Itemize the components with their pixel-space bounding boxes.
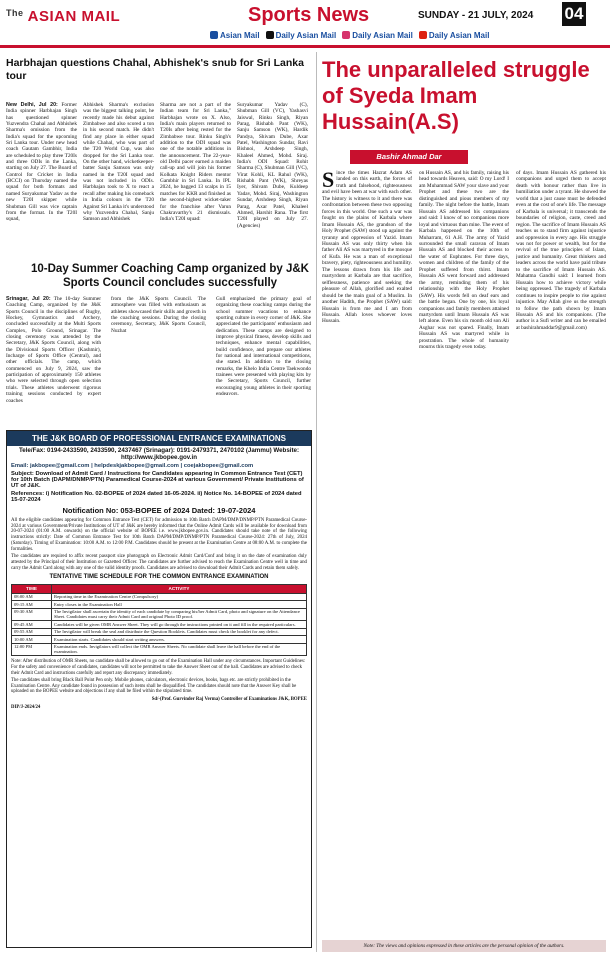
instagram-icon xyxy=(342,31,350,39)
notice-email[interactable]: Email: jakbopee@gmail.com | helpdeskjakbopee@gmail.com | coejakbopee@gmail.com xyxy=(11,463,254,469)
schedule-heading: TENTATIVE TIME SCHEDULE FOR THE COMMON ENTRANCE EXAMINATION xyxy=(49,574,269,581)
notice-footnote: The candidates shall bring Black Ball Point Pen only. Mobile phones, calculators, electronic devices, books, bags etc. are strictly prohibited in the Examination Centre. Any candidate found in possession of such items shall be disqualified. The candidates should note that the Answer Key shall be uploaded on the BOPEE website and objections if any shall be filed within the stipulated time. xyxy=(11,678,297,695)
table-row xyxy=(12,643,307,656)
facebook-icon xyxy=(210,31,218,39)
twitter-icon xyxy=(266,31,274,39)
schedule-header: TIME xyxy=(12,585,52,593)
table-row xyxy=(12,601,307,608)
main-story-column: of days. Imam Hussain AS gathered his companions and urged them to accept death with honour rather than live in humiliation under a tyrant. He showed the world that a just cause must be defended even at the cost of one's life. The message of Karbala is universal; it transcends the boundaries of religion, caste, creed and region. The sacrifice of Imam Hussain AS teaches us to stand firm against injustice and oppression in every age. His struggle was not for power or wealth, but for the revival of the true principles of Islam, justice and humanity. Great thinkers and leaders across the world have paid tribute to the sacrifice of Imam Hussain AS. Mahatma Gandhi said: I learned from Hussain how to achieve victory while being oppressed. The tragedy of Karbala continues to inspire people to rise against injustice. May Allah give us the strength to follow the path shown by Imam Hussain AS and his companions. (The author is a Sufi writer and can be emailed at bashirahmaddar9@gmail.com) xyxy=(516,170,606,331)
notice-paragraph: The candidates are required to affix recent passport size photograph on Electronic Admit Card/Conf and bring it on the date of examination duly attested by the Principal of their Institution or Gazetted Officer. The candidates are further advised to reach the Examination Centre well in time and carry the Admit Card along with any one of the valid identity proofs. Candidates are advised to download their Admit Cards and retain them safely. xyxy=(11,554,307,571)
page-number: 04 xyxy=(562,2,586,26)
notice-signature: Sd/-(Prof. Gurvinder Raj Verma) Controller of Examinations J&K, BOPEE xyxy=(151,696,307,702)
story1-dateline: New Delhi, Jul 20: xyxy=(6,102,58,108)
story2-body xyxy=(6,296,312,428)
main-story-body xyxy=(322,170,606,890)
social-link-twitter[interactable]: Daily Asian Mail xyxy=(266,31,337,40)
logo-prefix: The xyxy=(6,8,24,18)
notice-contact: Tele/Fax: 0194-2433590, 2433590, 2437467 (Srinagar): 0191-2479371, 2470102 (Jammu) Website: http://www.jkbopee.gov.in xyxy=(18,447,300,461)
notice-references: References: i) Notification No. 02-BOPEE of 2024 dated 16-05-2024. ii) Notice No. 14-BOPEE of 2024 dated 15-07-2024 xyxy=(11,491,302,503)
schedule-activity: The Invigilator shall ascertain the identity of each candidate by comparing his/her Admit Card, photo and signature on the Attendance Sheet. Candidates must carry their Admit Card and original Photo ID proof. xyxy=(52,608,307,621)
story2-column: from the J&K Sports Council. The atmosphere was filled with enthusiasm as athletes showcased their skills and growth in the coaching sessions. During the closing ceremony, Secretary, J&K Sports Council, Nuzhat xyxy=(111,296,206,334)
youtube-icon xyxy=(419,31,427,39)
opinion-disclaimer: Note: The views and opinions expressed in these articles are the personal opinion of the authors. xyxy=(322,940,606,952)
schedule-time: 08:00 AM xyxy=(12,593,52,600)
main-headline[interactable]: The unparalleled struggle of Syeda Imam Hussain(A.S) xyxy=(322,57,590,134)
exam-notice-advert xyxy=(6,430,312,948)
story2-headline[interactable]: 10-Day Summer Coaching Camp organized by J&K Sports Council concludes successfully xyxy=(31,263,309,289)
social-link-youtube[interactable]: Daily Asian Mail xyxy=(419,31,490,40)
schedule-time: 09:45 AM xyxy=(12,621,52,628)
schedule-activity: Examination starts. Candidates should start writing answers. xyxy=(52,636,307,643)
column-divider xyxy=(316,52,317,952)
notice-title: Notification No: 053-BOPEE of 2024 Dated: 19-07-2024 xyxy=(62,506,256,515)
social-links xyxy=(210,31,489,40)
issue-date: SUNDAY - 21 JULY, 2024 xyxy=(418,10,534,21)
social-link-facebook[interactable]: Asian Mail xyxy=(210,31,260,40)
main-story-text: ince the times Hazrat Adam AS landed on this earth, the forces of truth and falsehood, righteousness and evil have been at war with each other. The history is witness to it and there was confrontation between these two opposing forces in this world. One such a war was fought on the plains of Karbala where Imam Hussain AS, the grandson of the Holy Prophet (SAW) stood up against the tyranny and oppression of Yazid. Imam Hussain AS was only thirty when his father Ali AS was martyred in the mosque of Kufa. He was a man of exceptional bravery, piety, righteousness and humility. The lessons drawn from his life and martyrdom at Karbala are that sacrifice, selflessness, patience and seeking the pleasure of Allah, glorified and exalted should be the main goal of a Muslim. In another Hadith, the Prophet (SAW) said: Hussain is from me and I am from Hussain. Allah loves whoever loves Hussain. xyxy=(322,170,412,325)
main-story-column xyxy=(322,170,412,890)
schedule-time: 09:30 AM xyxy=(12,608,52,621)
schedule-activity: Candidates will be given OMR Answer Sheet. They will go through the instructions printed on it and fill in the required particulars. xyxy=(52,621,307,628)
story1-headline[interactable]: Harbhajan questions Chahal, Abhishek's snub for Sri Lanka tour xyxy=(6,57,304,82)
section-title: Sports News xyxy=(248,4,370,26)
notice-footnote: Note: After distribution of OMR Sheets, no candidate shall be allowed to go out of the Examination Hall under any circumstances. Important Guidelines: For the safety and convenience of candidates, candidates will not be permitted to take the Answer Sheet out of the hall. Candidates are advised to check their Admit Card and instructions carefully and report any discrepancy immediately. xyxy=(11,659,306,676)
schedule-header: ACTIVITY xyxy=(52,585,307,593)
schedule-activity: Examination ends. Invigilators will collect the OMR Answer Sheets. No candidate shall leave the hall before the end of the examination. xyxy=(52,643,307,656)
schedule-time: 12:00 PM xyxy=(12,643,52,656)
schedule-time: 09:15 AM xyxy=(12,601,52,608)
schedule-activity: The Invigilator will break the seal and distribute the Question Booklets. Candidates must check the booklet for any defect. xyxy=(52,628,307,635)
story1-column: Abhishek Sharma's exclusion was the biggest talking point, he recently made his debut against Zimbabwe and also scored a ton in his second match. He didn't find any place in either squad while Chahal, who was part of the T20 World Cup, was also dropped for the Sri Lanka tour. On the other hand, wicketkeeper-batter Sanju Samson was only named in the T20I squad and was not included in ODIs. Harbhajan took to X to react a recall after making his comeback in India colours in the T20 Against Sri Lanka it's understood why Yuzvendra Chahal, Sanju Samson and Abhishek xyxy=(83,102,154,223)
notice-subject: Subject: Download of Admit Card / Instructions for Candidates appearing in Common Entrance Test (CET) for 10th Batch (DAPM/DNMP/PTN) Paramedical Course-2024 at various Government/ Private Institutions of UT of J&K. xyxy=(11,471,304,489)
story2-column xyxy=(6,296,101,428)
notice-paragraph: All the eligible candidates appearing for Common Entrance Test (CET) for admission to 10th Batch DAPM/DMP/DNMP/PTN Paramedical Course-2024 at various Government/Private Institutions of UT of J&K are hereby informed that the Online Admit Cards will be available for download from 20-07-2024 (01:00 A.M. onwards) on the official website of BOPEE i.e. www.jkbopee.gov.in. Candidates should take note of the following instructions strictly: Date of Common Entrance Test for 10th Batch DAPM/DMP/DNMP/PTN Paramedical Course-2024: 27th of July, 2024 (Saturday). Timing of Examination: 10:00 A.M. to 12:00 P.M. Candidates should be present at the Examination Centre at 08:00 A.M. to complete the formalities. xyxy=(11,518,307,552)
story1-column xyxy=(6,102,77,252)
table-row xyxy=(12,608,307,621)
table-row xyxy=(12,621,307,628)
schedule-table xyxy=(11,584,307,656)
schedule-activity: Reporting time in the Examination Centre (Compulsory) xyxy=(52,593,307,600)
story1-text: Former India spinner Harbhajan Singh has questioned spinner Yuzvendra Chahal and Abhishek Sharma's omission from the India's squad for the upcoming Sri Lanka tour. Under new head coach Gautam Gambhir, India are scheduled to play three T20Is and three ODIs in the Lanka, starting on July 27. The Board of Control for Cricket in India (BCCI) on Thursday named the squad for both formats and named Suryakumar Yadav as the new T20I skipper while Shubman Gill was vice captain from the format. In the T20I squad, xyxy=(6,102,77,223)
schedule-time: 10:00 AM xyxy=(12,636,52,643)
social-link-instagram[interactable]: Daily Asian Mail xyxy=(342,31,413,40)
table-row xyxy=(12,593,307,600)
story1-column: Sharma are not a part of the Indian team for Sri Lanka," Harbhajan wrote on X. Also, India's main players returned to T20Is after being rested for the Zimbabwe tour. Rinku Singh's addition to the ODI squad was one of the notable additions in the announcement. The 22-year-old Delhi pacer earned a maiden call-up and will join his former Kolkata Knight Riders mentor Gambhir in Sri Lanka. In IPL 2024, he bagged 13 scalps in 15 matches for KKR and finished as the second-highest wicket-taker for the franchise after Varun Chakravarthy's 21 dismissals. India's T20I squad: xyxy=(160,102,231,223)
byline: Bashir Ahmad Dar xyxy=(350,150,468,164)
story2-column: Gull emphasized the primary goal of organizing these coaching camps during the school summer vacations to enhance sporting culture in every corner of J&K. She appreciated the participants' enthusiasm and dedication. These camps are designed to improve physical fitness, develop skills and techniques, enhance mental capabilities, build confidence, and prepare our athletes for national and international competitions, she stated. In addition to the closing remarks, the Khelo India Centre Taekwondo trainees were presented with playing kits by the Secretary, Sports Council, further encouraging young athletes in their sporting endeavors. xyxy=(216,296,311,398)
newspaper-logo[interactable] xyxy=(6,8,120,25)
story2-text: The 10-day Summer Coaching Camp, organized by the J&K Sports Council in the disciplines of Rugby, Hockey, Gymnastics and Archery, concluded successfully at the Multi Sports Complex, Polo Ground, Srinagar. The closing ceremony was attended by the Secretary, J&K Sports Council, along with the Divisional Sports Officer (Kashmir), Incharge of Sports Office (Central), and other officials. The camp, which commenced on July 9, 2024, saw the participation of approximately 150 athletes who were selected through open selection trials. These athletes underwent rigorous training sessions conducted by expert coaches xyxy=(6,296,101,404)
main-story-column: on Hussain AS, and his family, raising his head towards Heaven, said: O my Lord! I am Muhammad SAW your slave and your Prophet and these two are the distinguished and pious members of my family. The night before the battle, Imam Hussain AS addressed his companions and said: I know of no companions more loyal and virtuous than mine. The event of Karbala happened on the 10th of Muharram, 61 A.H. The army of Yazid surrounded the small caravan of Imam Hussain AS and blocked their access to the water of Euphrates. For three days, women and children of the family of the Prophet suffered from thirst. Imam Hussain AS went forward and addressed the army, reminding them of his relationship with the Holy Prophet (SAW). His words fell on deaf ears and the battle began. One by one, his loyal companions and family members attained martyrdom until Imam Hussain AS was left alone. Even his six month old son Ali Asghar was not spared. Finally, Imam Hussain AS was martyred while in prostration. The whole of humanity mourns this tragedy even today. xyxy=(419,170,509,351)
drop-cap: S xyxy=(322,170,335,192)
table-row xyxy=(12,636,307,643)
schedule-activity: Entry closes in the Examination Hall xyxy=(52,601,307,608)
header-divider xyxy=(0,45,610,48)
story2-dateline: Srinagar, Jul 20: xyxy=(6,296,51,302)
schedule-time: 09:55 AM xyxy=(12,628,52,635)
logo-text: ASIAN MAIL xyxy=(27,8,121,25)
story1-column: Suryakumar Yadav (C), Shubman Gill (VC), Yashasvi Jaiswal, Rinku Singh, Riyan Parag, Rishabh Pant (WK), Sanju Samson (WK), Hardik Pandya, Shivam Dube, Axar Patel, Washington Sundar, Ravi Bishnoi, Arshdeep Singh, Khaleel Ahmed, Mohd. Siraj. India's ODI Squad: Rohit Sharma (C), Shubman Gill (VC), Virat Kohli, KL Rahul (WK), Rishabh Pant (WK), Shreyas Iyer, Shivam Dube, Kuldeep Yadav, Mohd. Siraj, Washington Sundar, Arshdeep Singh, Riyan Parag, Axar Patel, Khaleel Ahmed, Harshit Rana. The first T20I played on July 27. (Agencies) xyxy=(237,102,308,229)
notice-dip-number: DIP/J-2024/24 xyxy=(11,704,41,710)
story1-body xyxy=(6,102,312,252)
notice-board-name: THE J&K BOARD OF PROFESSIONAL ENTRANCE EXAMINATIONS xyxy=(7,431,311,446)
table-row xyxy=(12,628,307,635)
